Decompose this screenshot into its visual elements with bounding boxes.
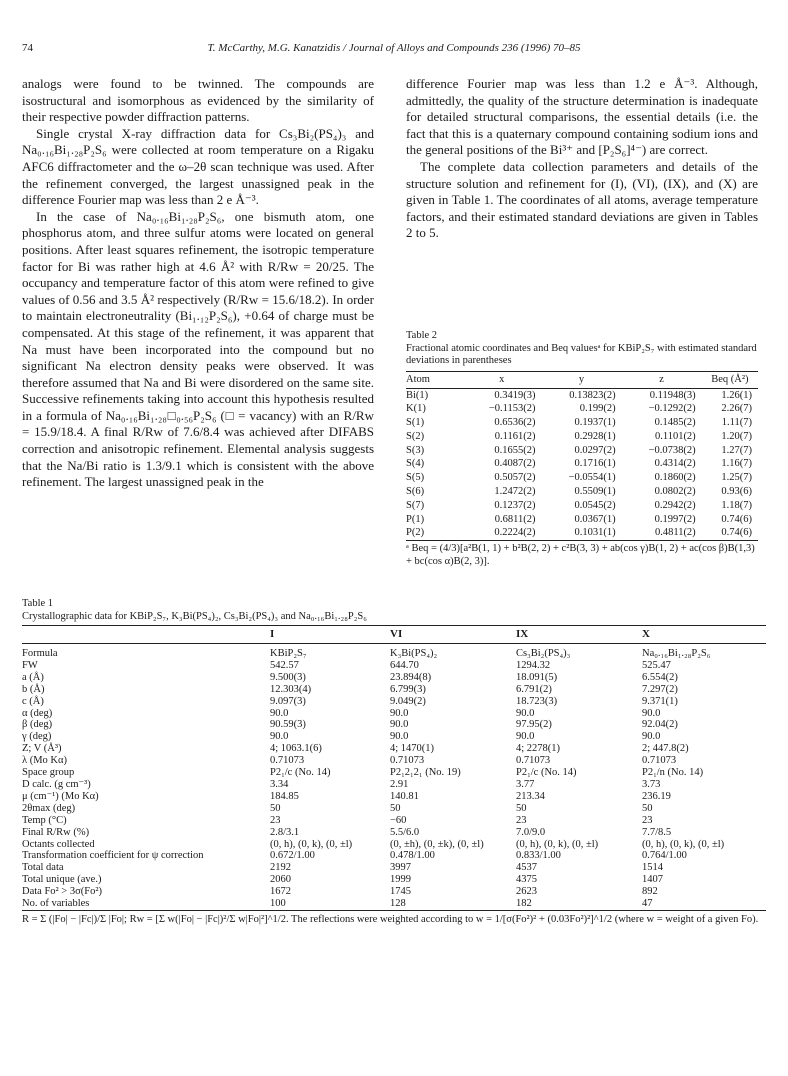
table-row: [22, 731, 766, 743]
table-header-row: [22, 626, 766, 644]
table-cell: 4; 2278(1): [516, 743, 561, 755]
table-cell: 2.91: [390, 778, 409, 790]
table-cell: S(3): [406, 444, 425, 456]
running-title: T. McCarthy, M.G. Kanatzidis / Journal of Alloys and Compounds 236 (1996) 70–85: [207, 42, 581, 54]
table-cell: Cs₃Bi₂(PS₄)₃: [516, 648, 571, 659]
table-cell: P(2): [406, 527, 425, 539]
table-cell: 0.2928(1): [574, 430, 616, 442]
table-row: [406, 485, 758, 499]
table-cell: 0.74(6): [721, 527, 752, 539]
table-cell: Z; V (Å³): [22, 743, 62, 755]
table-cell: 0.5509(1): [574, 486, 616, 498]
table-cell: K₃Bi(PS₄)₂: [390, 648, 438, 659]
paragraph: In the case of Na₀.₁₆Bi₁.₂₈P₂S₆, one bismuth atom, one phosphorus atom, and three sulfur atoms were located on general positions. After least squares refinement, the isotropic temperature factor for Bi was rather high at 4.6 Å² with R/Rw = 20/25. The occupancy and temperature factor of this atom were refined to give values of 0.56 and 3.5 Å² respectively (R/Rw = 15.6/18.2). In order to maintain electroneutrality (Bi₁.₁₂P₂S₆), +0.64 of charge must be compensated. At this stage of the refinement, it was apparent that Na must have been incorporated into the compound but no significant Na electron density peaks were observed. It was therefore assumed that Na and Bi were disordered on the same site. Successive refinements taking into account this hypothesis resulted in a formula of Na₀.₁₆Bi₁.₂₈□₀.₅₆P₂S₆ (□ = vacancy) with an R/Rw = 15.9/18.4. A final R/Rw of 7.6/8.4 was achieved after DIFABS correction and anisotropic refinement. Elemental analysis suggests that the Na/Bi ratio is 1.3/9.1 which is consistent with the above refinement. The largest unassigned peak in the: [22, 208, 374, 490]
paragraph: analogs were found to be twinned. The compounds are isostructural and isomorphous as evidenced by the similarity of their respective powder diffraction patterns.: [22, 76, 374, 125]
table-cell: 128: [390, 898, 406, 910]
table-cell: 1.16(7): [721, 458, 752, 470]
column-header: [22, 626, 270, 644]
table-cell: 1999: [390, 874, 411, 886]
table-cell: 5.5/6.0: [390, 826, 420, 838]
paragraph: The complete data collection parameters and details of the structure solution and refinement for (I), (VI), (IX), and (X) are given in Table 1. The coordinates of all atoms, average temperature factors, and their estimated standard deviations are given in Tables 2 to 5.: [406, 158, 758, 241]
table-row: [22, 644, 766, 660]
table-row: [406, 444, 758, 458]
table-cell: 12.303(4): [270, 683, 312, 695]
table-cell: 7.297(2): [642, 683, 678, 695]
table-cell: Na₀.₁₆Bi₁.₂₈P₂S₆: [642, 648, 711, 659]
table-row: [406, 402, 758, 416]
table-cell: 1672: [270, 886, 291, 898]
table-cell: 4; 1063.1(6): [270, 743, 322, 755]
table-cell: 0.1937(1): [574, 417, 616, 429]
column-header: z: [622, 371, 702, 388]
table-cell: 92.04(2): [642, 719, 678, 731]
table-row: [22, 672, 766, 684]
table-cell: No. of variables: [22, 898, 90, 910]
table-cell: 18.723(3): [516, 695, 558, 707]
table-cell: 6.799(3): [390, 683, 426, 695]
table-cell: 644.70: [390, 659, 419, 671]
table-cell: 0.6536(2): [494, 417, 536, 429]
column-header: I: [270, 626, 390, 644]
table-cell: 90.0: [390, 731, 409, 743]
paragraph: Single crystal X-ray diffraction data for Cs₃Bi₂(PS₄)₃ and Na₀.₁₆Bi₁.₂₈P₂S₆ were collected at room temperature on a Rigaku AFC6 diffractometer and the ω–2θ scan technique was used. After the refinement converged, the largest unassigned peak in the difference Fourier map was less than 2 e Å⁻³.: [22, 125, 374, 208]
table-cell: 4375: [516, 874, 537, 886]
table-cell: 0.1655(2): [494, 444, 536, 456]
table-cell: P2₁2₁2₁ (No. 19): [390, 767, 461, 779]
table-cell: 3.77: [516, 778, 535, 790]
table-cell: −0.0738(2): [648, 444, 696, 456]
table-cell: 90.0: [516, 731, 535, 743]
table-cell: 0.478/1.00: [390, 850, 435, 862]
table-cell: 184.85: [270, 790, 299, 802]
table-cell: Space group: [22, 767, 75, 779]
table-cell: 3.34: [270, 778, 289, 790]
table-cell: 1.20(7): [721, 430, 752, 442]
table-cell: 0.71073: [270, 755, 305, 767]
right-column: [406, 76, 758, 242]
table-cell: Total data: [22, 862, 64, 874]
table-cell: 1514: [642, 862, 663, 874]
table-cell: 0.1485(2): [654, 417, 696, 429]
page-number: 74: [22, 42, 33, 54]
table-row: [406, 513, 758, 527]
table-cell: 50: [270, 802, 281, 814]
paragraph: difference Fourier map was less than 1.2 e Å⁻³. Although, admittedly, the quality of the structure determination is inadequate for detailed structural comparisons, the essential details (i.e. the fact that this is a quaternary compound containing sodium ions and the general positions of the Bi³⁺ and [P₂S₆]⁴⁻) are correct.: [406, 76, 758, 158]
table-cell: 0.0367(1): [574, 513, 616, 525]
table-footnote: ᵃ Beq = (4/3)[a²B(1, 1) + b²B(2, 2) + c²B(3, 3) + ab(cos γ)B(1, 2) + ac(cos β)B(1,3) + bc(cos α)B(2, 3)].: [406, 543, 755, 567]
table-cell: Bi(1): [406, 389, 429, 401]
table-cell: 90.0: [390, 719, 409, 731]
table-cell: 0.2224(2): [494, 527, 536, 539]
table-cell: 2192: [270, 862, 291, 874]
table-cell: −0.1153(2): [488, 403, 536, 415]
table-cell: FW: [22, 659, 38, 671]
table-cell: 892: [642, 886, 658, 898]
column-header: Beq (Å²): [702, 371, 758, 388]
table-cell: 0.0802(2): [654, 486, 696, 498]
table-cell: P(1): [406, 513, 425, 525]
table-cell: KBiP₂S₇: [270, 648, 307, 659]
table-cell: 0.2942(2): [654, 499, 696, 511]
table-cell: Data Fo² > 3σ(Fo²): [22, 886, 102, 898]
table-cell: 0.1860(2): [654, 472, 696, 484]
table-cell: 9.500(3): [270, 671, 306, 683]
table-cell: S(2): [406, 430, 425, 442]
table-title: Fractional atomic coordinates and Beq valuesᵃ for KBiP₂S₇ with estimated standard deviations in parentheses: [406, 342, 757, 366]
table-cell: 0.4314(2): [654, 458, 696, 470]
column-header: y: [542, 371, 622, 388]
table-cell: λ (Mo Kα): [22, 755, 68, 767]
table-cell: c (Å): [22, 695, 44, 707]
table-cell: (0, h), (0, k), (0, ±l): [270, 838, 353, 850]
table-1: [22, 598, 766, 926]
table-cell: 0.71073: [390, 755, 425, 767]
table-cell: 100: [270, 898, 286, 910]
table-cell: D calc. (g cm⁻³): [22, 778, 91, 790]
table-cell: 7.0/9.0: [516, 826, 546, 838]
table-cell: 23: [516, 814, 527, 826]
table-cell: α (deg): [22, 707, 53, 719]
table-cell: 1.11(7): [721, 417, 752, 429]
table-cell: 0.1716(1): [574, 458, 616, 470]
table-cell: 542.57: [270, 659, 299, 671]
table-cell: 0.1031(1): [574, 527, 616, 539]
table-cell: S(5): [406, 472, 425, 484]
table-cell: b (Å): [22, 683, 45, 695]
table-2: [406, 330, 758, 568]
table-row: [22, 827, 766, 839]
table-cell: 0.4087(2): [494, 458, 536, 470]
table-row: [22, 815, 766, 827]
table-footnote: R = Σ (|Fo| − |Fc|)/Σ |Fo|; Rw = [Σ w(|Fo| − |Fc|)²/Σ w|Fo|²]^1/2. The reflections were weighted according to w = 1/[σ(Fo²)² + (0.03Fo²)²]^1/2 (where w = weight of a given Fo).: [22, 913, 759, 925]
table-cell: 1.27(7): [721, 444, 752, 456]
column-header: IX: [516, 626, 642, 644]
table-cell: 1.2472(2): [494, 486, 536, 498]
table-cell: P2₁/n (No. 14): [642, 767, 704, 779]
table-cell: S(7): [406, 499, 425, 511]
table-caption: [406, 330, 758, 368]
table-cell: 47: [642, 898, 653, 910]
column-header: Atom: [406, 371, 462, 388]
table-cell: 0.13823(2): [569, 389, 616, 401]
table-cell: Octants collected: [22, 838, 95, 850]
table-row: [22, 743, 766, 755]
table-cell: 0.672/1.00: [270, 850, 315, 862]
table-cell: −60: [390, 814, 407, 826]
table-cell: 90.0: [390, 707, 409, 719]
table-row: [22, 696, 766, 708]
table-cell: 6.554(2): [642, 671, 678, 683]
table-cell: S(1): [406, 417, 425, 429]
table-cell: 0.74(6): [721, 513, 752, 525]
table-cell: (0, h), (0, k), (0, ±l): [516, 838, 599, 850]
table-cell: 525.47: [642, 659, 671, 671]
table-cell: 90.0: [516, 707, 535, 719]
table-cell: 2θmax (deg): [22, 802, 76, 814]
table-cell: β (deg): [22, 719, 53, 731]
table-cell: 1.25(7): [721, 472, 752, 484]
table-row: [22, 874, 766, 886]
table-cell: Transformation coefficient for ψ correction: [22, 850, 204, 862]
table-cell: S(6): [406, 486, 425, 498]
table-cell: 0.1237(2): [494, 499, 536, 511]
table-cell: 2.26(7): [721, 403, 752, 415]
table-cell: 0.0545(2): [574, 499, 616, 511]
table-cell: 90.0: [270, 707, 289, 719]
table-cell: Formula: [22, 648, 58, 659]
table-cell: 6.791(2): [516, 683, 552, 695]
table-cell: 23: [270, 814, 281, 826]
crystallographic-table: [22, 625, 766, 911]
table-cell: (0, h), (0, k), (0, ±l): [642, 838, 725, 850]
table-row: [406, 526, 758, 540]
table-cell: 0.5057(2): [494, 472, 536, 484]
table-cell: 2623: [516, 886, 537, 898]
table-row: [406, 499, 758, 513]
table-row: [22, 755, 766, 767]
table-cell: 97.95(2): [516, 719, 552, 731]
table-cell: 0.6811(2): [494, 513, 536, 525]
table-cell: 213.34: [516, 790, 545, 802]
table-cell: 1294.32: [516, 659, 551, 671]
table-row: [406, 388, 758, 402]
running-header: [22, 42, 766, 58]
table-cell: K(1): [406, 403, 426, 415]
table-cell: 1745: [390, 886, 411, 898]
table-cell: 0.1101(2): [654, 430, 696, 442]
table-cell: 1.18(7): [721, 499, 752, 511]
table-cell: 90.0: [642, 731, 661, 743]
table-cell: 1.26(1): [721, 389, 752, 401]
table-row: [22, 779, 766, 791]
table-cell: 3997: [390, 862, 411, 874]
table-row: [22, 791, 766, 803]
column-header: VI: [390, 626, 516, 644]
table-cell: 50: [516, 802, 527, 814]
table-header-row: [406, 371, 758, 388]
table-cell: 23.894(8): [390, 671, 432, 683]
table-cell: a (Å): [22, 671, 44, 683]
table-row: [22, 767, 766, 779]
table-cell: 4; 1470(1): [390, 743, 435, 755]
table-cell: 9.049(2): [390, 695, 426, 707]
table-cell: 2; 447.8(2): [642, 743, 689, 755]
table-row: [22, 898, 766, 910]
table-cell: 0.833/1.00: [516, 850, 561, 862]
table-cell: 2.8/3.1: [270, 826, 300, 838]
table-caption: [22, 598, 766, 623]
table-cell: 3.73: [642, 778, 661, 790]
table-cell: S(4): [406, 458, 425, 470]
table-row: [406, 430, 758, 444]
coordinates-table: [406, 371, 758, 542]
table-cell: P2₁/c (No. 14): [270, 767, 331, 779]
table-row: [406, 457, 758, 471]
table-cell: 0.93(6): [721, 486, 752, 498]
table-label: Table 2: [406, 330, 438, 341]
table-cell: 9.371(1): [642, 695, 678, 707]
table-cell: 182: [516, 898, 532, 910]
table-row: [22, 839, 766, 851]
left-column: [22, 76, 374, 491]
table-cell: 4537: [516, 862, 537, 874]
table-cell: (0, ±h), (0, ±k), (0, ±l): [390, 838, 484, 850]
table-cell: 90.59(3): [270, 719, 306, 731]
table-row: [406, 416, 758, 430]
table-row: [22, 886, 766, 898]
table-cell: 140.81: [390, 790, 419, 802]
table-cell: 23: [642, 814, 653, 826]
table-label: Table 1: [22, 598, 54, 609]
table-row: [22, 719, 766, 731]
table-cell: 0.71073: [642, 755, 677, 767]
table-cell: P2₁/c (No. 14): [516, 767, 577, 779]
table-cell: 2060: [270, 874, 291, 886]
table-cell: 0.1161(2): [494, 430, 536, 442]
table-row: [22, 862, 766, 874]
table-cell: 0.3419(3): [494, 389, 536, 401]
table-row: [22, 803, 766, 815]
table-cell: 0.4811(2): [654, 527, 696, 539]
column-header: X: [642, 626, 766, 644]
table-cell: 18.091(5): [516, 671, 558, 683]
table-cell: 236.19: [642, 790, 671, 802]
table-cell: Total unique (ave.): [22, 874, 102, 886]
table-cell: −0.1292(2): [648, 403, 696, 415]
table-cell: 9.097(3): [270, 695, 306, 707]
table-cell: γ (deg): [22, 731, 52, 743]
table-cell: Final R/Rw (%): [22, 826, 90, 838]
table-cell: 7.7/8.5: [642, 826, 672, 838]
table-cell: 1407: [642, 874, 663, 886]
table-cell: 0.764/1.00: [642, 850, 687, 862]
table-cell: 0.199(2): [579, 403, 616, 415]
table-cell: 90.0: [270, 731, 289, 743]
table-row: [22, 850, 766, 862]
table-row: [22, 684, 766, 696]
table-title: Crystallographic data for KBiP₂S₇, K₃Bi(PS₄)₂, Cs₃Bi₂(PS₄)₃ and Na₀.₁₆Bi₁.₂₈P₂S₆: [22, 610, 367, 622]
table-cell: 0.11948(3): [649, 389, 696, 401]
table-cell: μ (cm⁻¹) (Mo Kα): [22, 790, 99, 802]
table-row: [406, 471, 758, 485]
table-row: [22, 660, 766, 672]
table-cell: 50: [642, 802, 653, 814]
table-row: [22, 708, 766, 720]
table-cell: −0.0554(1): [568, 472, 616, 484]
table-cell: Temp (°C): [22, 814, 67, 826]
table-cell: 0.0297(2): [574, 444, 616, 456]
table-cell: 90.0: [642, 707, 661, 719]
column-header: x: [462, 371, 542, 388]
table-cell: 0.1997(2): [654, 513, 696, 525]
table-cell: 50: [390, 802, 401, 814]
table-cell: 0.71073: [516, 755, 551, 767]
